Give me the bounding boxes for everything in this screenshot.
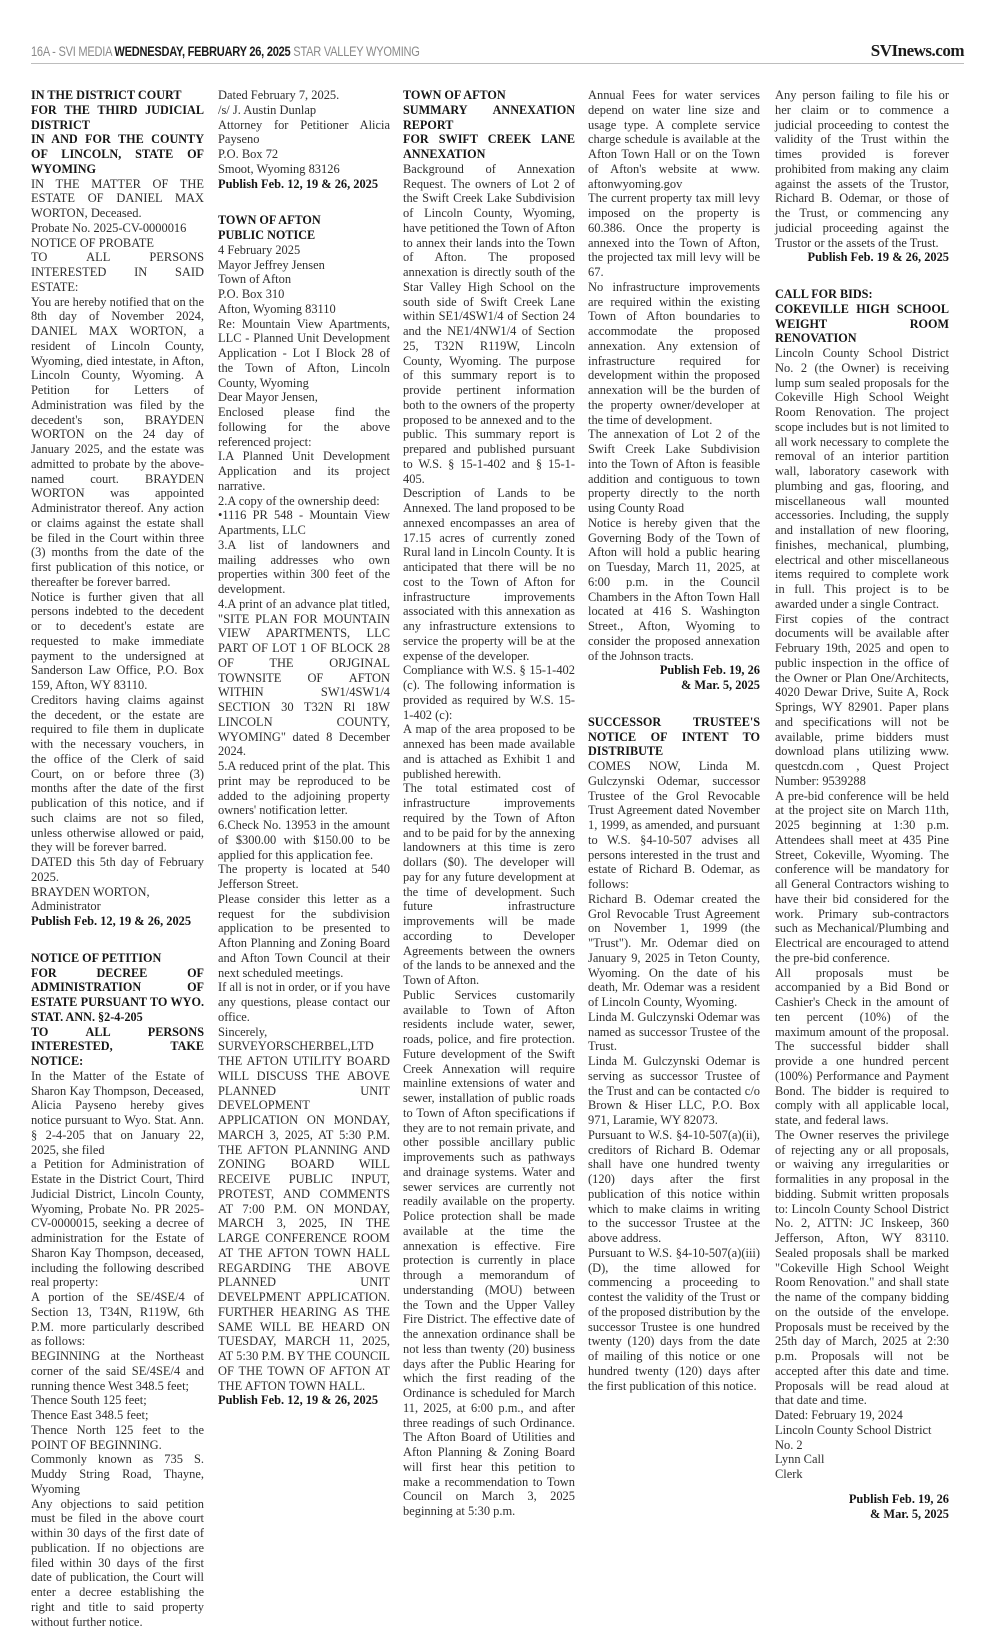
notice-paragraph: Background of Annexation Request. The owners of Lot 2 of the Swift Creek Lake Subdivision of Lincoln County, Wyoming, have petitioned the Town of Afton to annex their lands into the Town of Afton. The proposed annexation is directly south of the Star Valley High School on the south side of Swift Creek Lane within SE1/4SW1/4 of Section 24 and the NE1/4NW1/4 of Section 25, T32N R119W, Lincoln County, Wyoming. The purpose of this summary report is to provide pertinent information both to the owners of the property proposed to be annexed and to the public. This summary report is prepared and published pursuant to W.S. § 15-1-402 and § 15-1-405. — [403, 162, 575, 487]
notice-heading: SUCCESSOR TRUSTEE'S NOTICE OF INTENT TO DISTRIBUTE — [588, 715, 760, 759]
notice-heading: IN AND FOR THE COUNTY OF LINCOLN, STATE OF WYOMING — [31, 132, 204, 176]
notice-heading: PUBLIC NOTICE — [218, 228, 390, 243]
notice-paragraph: /s/ J. Austin Dunlap — [218, 103, 390, 118]
notice-paragraph: a Petition for Administration of Estate in the District Court, Third Judicial District, Lincoln County, Wyoming, Probate No. PR 2025-CV-0000015, seeking a decree of administration for the Estate of Sharon Kay Thompson, deceased, including the following described real property: — [31, 1157, 204, 1290]
notice-paragraph: Commonly known as 735 S. Muddy String Road, Thayne, Wyoming — [31, 1452, 204, 1496]
masthead — [31, 41, 964, 64]
notice-heading: FOR THE THIRD JUDICIAL DISTRICT — [31, 103, 204, 133]
notice-paragraph: Description of Lands to be Annexed. The land proposed to be annexed encompasses an area of 17.15 acres of currently zoned Rural land in Lincoln County. It is anticipated that there will be no cost to the Town of Afton for infrastructure improvements associated with this annexation as any infrastructure extensions to service the property will be at the expense of the developer. — [403, 486, 575, 663]
notice-paragraph: The annexation of Lot 2 of the Swift Creek Lake Subdivision into the Town of Afton is feasible addition and contiguous to town property directly to the north using County Road — [588, 427, 760, 516]
notice-paragraph: Enclosed please find the following for the above referenced project: — [218, 405, 390, 449]
notice-heading: CALL FOR BIDS: — [775, 287, 949, 302]
notice-paragraph: SURVEYORSCHERBEL,LTD — [218, 1039, 390, 1054]
notice-paragraph: You are hereby notified that on the 8th day of November 2024, DANIEL MAX WORTON, a resident of Lincoln County, Wyoming, died intestate, in Afton, Lincoln County, Wyoming. A Petition for Letters of Administration was filed by the decedent's son, BRAYDEN WORTON on the 24 day of January 2025, and the estate was admitted to probate by the above- named court. BRAYDEN WORTON was appointed Administrator thereof. Any action or claims against the estate shall be filed in the Court within three (3) months from the date of the first publication of this notice, or thereafter be forever barred. — [31, 295, 204, 590]
notice-paragraph: Public Services customarily available to Town of Afton residents include water, sewer, roads, police, and fire protection. Future development of the Swift Creek Annexation will require mainline extensions of water and sewer, installation of public roads to Town of Afton specifications if they are to not remain private, and other possible ancillary public improvements such as pathways and drainage systems. Water and sewer services are currently not readily available on the property. Police protection shall be made available at the time the annexation is effective. Fire protection is currently in place through a memorandum of understanding (MOU) between the Town and the Upper Valley Fire District. The effective date of the annexation ordinance shall be not less than twenty (20) business days after the Public Hearing for which the first reading of the Ordinance is scheduled for March 11, 2025, at 6:00 p.m., and after three readings of such Ordinance. The Afton Board of Utilities and Afton Planning & Zoning Board will first hear this petition to make a recommendation to Town Council on March 3, 2025 beginning at 5:30 p.m. — [403, 988, 575, 1519]
column-2 — [218, 88, 390, 1408]
notice-heading: SUMMARY ANNEXATION REPORT — [403, 103, 575, 133]
notice-paragraph: Probate No. 2025-CV-0000016 — [31, 221, 204, 236]
notice-paragraph: •1116 PR 548 - Mountain View Apartments, LLC — [218, 508, 390, 538]
publish-dates: Publish Feb. 19, 26 — [775, 1492, 949, 1507]
notice-paragraph: Dated: February 19, 2024 — [775, 1408, 949, 1423]
notice-paragraph: COMES NOW, Linda M. Gulczynski Odemar, successor Trustee of the Grol Revocable Trust Agreement dated November 1, 1999, as amended, and pursuant to W.S. §4-10-507 advises all persons interested in the trust and estate of Richard B. Odemar, as follows: — [588, 759, 760, 892]
notice-paragraph: Annual Fees for water services depend on water line size and usage type. A complete service charge schedule is available at the Afton Town Hall or on the Town of Afton's website at www. aftonwyoming.gov — [588, 88, 760, 191]
column-4 — [588, 88, 760, 1393]
issue-date: WEDNESDAY, FEBRUARY 26, 2025 — [114, 44, 290, 59]
notice-paragraph: TO ALL PERSONS INTERESTED IN SAID ESTATE: — [31, 250, 204, 294]
notice-heading: FOR SWIFT CREEK LANE ANNEXATION — [403, 132, 575, 162]
notice-paragraph: 4.A print of an advance plat titled, "SITE PLAN FOR MOUNTAIN VIEW APARTMENTS, LLC PART OF LOT 1 OF BLOCK 28 OF THE ORJGINAL TOWNSITE OF AFTON WITHIN SW1/4SW1/4 SECTION 30 T32N Rl 18W LINCOLN COUNTY, WYOMING" dated 8 December 2024. — [218, 597, 390, 759]
notice-paragraph: A map of the area proposed to be annexed has been made available and is attached as Exhibit 1 and published herewith. — [403, 722, 575, 781]
notice-call-for-bids — [775, 287, 949, 1521]
notice-paragraph: Any objections to said petition must be filed in the above court within 30 days of the first date of publication. If no objections are filed within 30 days of the first date of publication, the Court will enter a decree establishing the right and title to said property without further notice. — [31, 1497, 204, 1629]
column-5 — [775, 88, 949, 1521]
notice-paragraph: If all is not in order, or if you have any questions, please contact our office. — [218, 980, 390, 1024]
notice-signature: Administrator — [31, 899, 204, 914]
notice-paragraph: Attorney for Petitioner Alicia Payseno — [218, 118, 390, 148]
notice-paragraph: Pursuant to W.S. §4-10-507(a)(ii), creditors of Richard B. Odemar shall have one hundred twenty (120) days after the first publication of this notice within which to make claims in writing to the successor Trustee at the above address. — [588, 1128, 760, 1246]
notice-paragraph: Lincoln County School District No. 2 — [775, 1423, 949, 1453]
notice-paragraph: I.A Planned Unit Development Application and its project narrative. — [218, 449, 390, 493]
notice-paragraph: P.O. Box 310 — [218, 287, 390, 302]
notice-signature: Lynn Call — [775, 1452, 949, 1467]
notice-paragraph: Dated February 7, 2025. — [218, 88, 390, 103]
notice-paragraph: First copies of the contract documents will be available after February 19th, 2025 and open to public inspection in the office of the Owner or Plan One/Architects, 4020 Dewar Drive, Suite A, Rock Springs, WY 82901. Paper plans and specifications will not be available, prime bidders must download plans utilizing www. questcdn.com , Quest Project Number: 9539288 — [775, 612, 949, 789]
masthead-dateline — [31, 44, 420, 63]
notice-paragraph: A pre-bid conference will be held at the project site on March 11th, 2025 beginning at 1:30 p.m. Attendees shall meet at 435 Pine Street, Cokeville, Wyoming. The conference will be mandatory for all General Contractors wishing to have their bid considered for the work. Primary sub-contractors such as Mechanical/Plumbing and Electrical are encouraged to attend the pre-bid conference. — [775, 789, 949, 966]
notice-paragraph: Thence South 125 feet; — [31, 1393, 204, 1408]
notice-paragraph: Smoot, Wyoming 83126 — [218, 162, 390, 177]
publish-dates: & Mar. 5, 2025 — [775, 1507, 949, 1522]
notice-heading: NOTICE OF PETITION — [31, 951, 204, 966]
notice-paragraph: The current property tax mill levy imposed on the property is 60.386. Once the property is annexed into the Town of Afton, the projected tax mill levy will be 67. — [588, 191, 760, 280]
notice-paragraph: DATED this 5th day of February 2025. — [31, 855, 204, 885]
notice-paragraph: No infrastructure improvements are required within the existing Town of Afton boundaries to accommodate the proposed annexation. Any extension of infrastructure required for development within the proposed annexation will be the burden of the property owner/developer at the time of development. — [588, 280, 760, 428]
notice-paragraph: 2.A copy of the ownership deed: — [218, 494, 390, 509]
notice-successor-trustee — [588, 715, 760, 1394]
notice-afton-public — [218, 213, 390, 1408]
notice-heading: TO ALL PERSONS INTERESTED, TAKE NOTICE: — [31, 1025, 204, 1069]
notice-petition-thompson — [31, 951, 204, 1629]
column-3 — [403, 88, 575, 1519]
notice-signature: Clerk — [775, 1467, 949, 1482]
notice-paragraph: Dear Mayor Jensen, — [218, 390, 390, 405]
notice-paragraph: Richard B. Odemar created the Grol Revocable Trust Agreement on November 1, 1999 (the "Trust"). Mr. Odemar died on January 9, 2025 in Teton County, Wyoming. On the date of his death, Mr. Odemar was a resident of Lincoln County, Wyoming. — [588, 892, 760, 1010]
notice-paragraph: Linda M. Gulczynski Odemar was named as successor Trustee of the Trust. — [588, 1010, 760, 1054]
notice-paragraph: Notice is hereby given that the Governing Body of the Town of Afton will hold a public hearing on Tuesday, March 11, 2025, at 6:00 p.m. in the Council Chambers in the Afton Town Hall located at 416 S. Washington Street., Afton, Wyoming to consider the proposed annexation of the Johnson tracts. — [588, 516, 760, 664]
notice-paragraph: Please consider this letter as a request for the subdivision application to be presented to Afton Planning and Zoning Board and Afton Town Council at their next scheduled meetings. — [218, 892, 390, 981]
notice-signature: BRAYDEN WORTON, — [31, 885, 204, 900]
notice-successor-trustee-continued — [775, 88, 949, 265]
notice-petition-thompson-continued — [218, 88, 390, 191]
notice-paragraph: Creditors having claims against the decedent, or the estate are required to file them in duplicate with the necessary vouchers, in the office of the Clerk of said Court, on or before three (3) months after the date of the first publication of this notice, and if such claims are not so filed, unless otherwise allowed or paid, they will be forever barred. — [31, 693, 204, 855]
notice-paragraph: Mayor Jeffrey Jensen — [218, 258, 390, 273]
notice-heading: IN THE DISTRICT COURT — [31, 88, 204, 103]
notice-paragraph: NOTICE OF PROBATE — [31, 236, 204, 251]
notice-paragraph: A portion of the SE/4SE/4 of Section 13, T34N, R119W, 6th P.M. more particularly described as follows: — [31, 1290, 204, 1349]
publish-dates: Publish Feb. 19, 26 — [588, 663, 760, 678]
column-1 — [31, 88, 204, 1629]
notice-paragraph: Town of Afton — [218, 272, 390, 287]
notice-paragraph: 3.A list of landowners and mailing addresses who own properties within 300 feet of the development. — [218, 538, 390, 597]
notice-paragraph: 4 February 2025 — [218, 243, 390, 258]
notice-paragraph: Any person failing to file his or her claim or to commence a judicial proceeding to contest the validity of the Trust within the times provided is forever prohibited from making any claim against the assets of the Trustor, Richard B. Odemar, or those of the Trust, or commencing any judicial proceeding against the Trustor or the assets of the Trust. — [775, 88, 949, 250]
site-link[interactable]: SVInews.com — [871, 41, 964, 63]
publish-dates: Publish Feb. 12, 19 & 26, 2025 — [218, 177, 390, 192]
region-label: STAR VALLEY WYOMING — [293, 44, 419, 59]
notice-paragraph: P.O. Box 72 — [218, 147, 390, 162]
notice-swift-creek-annexation — [403, 88, 575, 1519]
notice-paragraph: IN THE MATTER OF THE ESTATE OF DANIEL MAX WORTON, Deceased. — [31, 177, 204, 221]
notice-paragraph: Linda M. Gulczynski Odemar is serving as successor Trustee of the Trust and can be contacted c/o Brown & Hiser LLC, P.O. Box 971, Laramie, WY 82073. — [588, 1054, 760, 1128]
notice-paragraph: In the Matter of the Estate of Sharon Kay Thompson, Deceased, Alicia Payseno hereby gives notice pursuant to Wyo. Stat. Ann. § 2-4-205 that on January 22, 2025, she filed — [31, 1069, 204, 1158]
notice-paragraph: Lincoln County School District No. 2 (the Owner) is receiving lump sum sealed proposals for the Cokeville High School Weight Room Renovation. The project scope includes but is not limited to all work necessary to complete the removal of an interior partition wall, laboratory casework with plumbing and gas, flooring, and miscellaneous wall mounted accessories. Including, the supply and installation of new flooring, finishes, mechanical, plumbing, electrical and other miscellaneous items required to complete work in full. This project is to be awarded under a single Contract. — [775, 346, 949, 612]
publish-dates: Publish Feb. 19 & 26, 2025 — [775, 250, 949, 265]
publish-dates: Publish Feb. 12, 19 & 26, 2025 — [31, 914, 204, 929]
notice-paragraph: Re: Mountain View Apartments, LLC - Planned Unit Development Application - Lot I Block 28 of the Town of Afton, Lincoln County, Wyoming — [218, 317, 390, 391]
notice-paragraph: The total estimated cost of infrastructure improvements required by the Town of Afton and to be paid for by the annexing landowners at this time is zero dollars ($0). The developer will pay for any future development at the time of development. Such future infrastructure improvements will be made according to Developer Agreements between the owners of the lands to be annexed and the Town of Afton. — [403, 781, 575, 988]
notice-heading: COKEVILLE HIGH SCHOOL WEIGHT ROOM RENOVATION — [775, 302, 949, 346]
publish-dates: Publish Feb. 12, 19 & 26, 2025 — [218, 1393, 390, 1408]
notice-paragraph: The property is located at 540 Jefferson Street. — [218, 862, 390, 892]
notice-swift-creek-annexation-continued — [588, 88, 760, 693]
notice-paragraph: All proposals must be accompanied by a Bid Bond or Cashier's Check in the amount of ten percent (10%) of the maximum amount of the proposal. The successful bidder shall provide a one hundred percent (100%) Performance and Payment Bond. The bidder is required to comply with all applicable local, state, and federal laws. — [775, 966, 949, 1128]
notice-paragraph: BEGINNING at the Northeast corner of the said SE/4SE/4 and running thence West 348.5 feet; — [31, 1349, 204, 1393]
notice-paragraph: Pursuant to W.S. §4-10-507(a)(iii)(D), the time allowed for commencing a proceeding to contest the validity of the Trust or of the proposed distribution by the successor Trustee is one hundred twenty (120) days from the date of mailing of this notice or one hundred twenty (120) days after the first publication of this notice. — [588, 1246, 760, 1394]
notice-paragraph: Notice is further given that all persons indebted to the decedent or to decedent's estate are requested to make immediate payment to the undersigned at Sanderson Law Office, P.O. Box 159, Afton, WY 83110. — [31, 590, 204, 693]
notice-paragraph: Afton, Wyoming 83110 — [218, 302, 390, 317]
notice-paragraph: Thence East 348.5 feet; — [31, 1408, 204, 1423]
notice-paragraph: 5.A reduced print of the plat. This print may be reproduced to be added to the adjoining property owners' notification letter. — [218, 759, 390, 818]
notice-heading: TOWN OF AFTON — [403, 88, 575, 103]
notice-heading: FOR DECREE OF ADMINISTRATION OF ESTATE PURSUANT TO WYO. STAT. ANN. §2-4-205 — [31, 966, 204, 1025]
notice-paragraph: Compliance with W.S. § 15-1-402 (c). The following information is provided as required by W.S. 15-1-402 (c): — [403, 663, 575, 722]
page-label: 16A - SVI MEDIA — [31, 44, 112, 59]
notice-heading: TOWN OF AFTON — [218, 213, 390, 228]
notice-paragraph: The Owner reserves the privilege of rejecting any or all proposals, or waiving any irregularities or formalities in any proposal in the bidding. Submit written proposals to: Lincoln County School District No. 2, ATTN: JC Inskeep, 360 Jefferson, Afton, WY 83110. Sealed proposals shall be marked "Cokeville High School Weight Room Renovation." and shall state the name of the company bidding on the outside of the envelope. Proposals must be received by the 25th day of March, 2025 at 2:30 p.m. Proposals will not be accepted after this date and time. Proposals will be read aloud at that date and time. — [775, 1128, 949, 1408]
notice-paragraph: Thence North 125 feet to the POINT OF BEGINNING. — [31, 1423, 204, 1453]
notice-paragraph: THE AFTON UTILITY BOARD WILL DISCUSS THE ABOVE PLANNED UNIT DEVELOPMENT APPLICATION ON MONDAY, MARCH 3, 2025, AT 5:30 P.M. THE AFTON PLANNING AND ZONING BOARD WILL RECEIVE PUBLIC INPUT, PROTEST, AND COMMENTS AT 7:00 P.M. ON MONDAY, MARCH 3, 2025, IN THE LARGE CONFERENCE ROOM AT THE AFTON TOWN HALL REGARDING THE ABOVE PLANNED UNIT DEVELPMENT APPLICATION. FURTHER HEARING AS THE SAME WILL BE HEARD ON TUESDAY, MARCH 11, 2025, AT 5:30 P.M. BY THE COUNCIL OF THE TOWN OF AFTON AT THE AFTON TOWN HALL. — [218, 1054, 390, 1393]
publish-dates: & Mar. 5, 2025 — [588, 678, 760, 693]
notice-paragraph: 6.Check No. 13953 in the amount of $300.00 with $150.00 to be applied for this application fee. — [218, 818, 390, 862]
notice-probate-worton — [31, 88, 204, 929]
notice-paragraph: Sincerely, — [218, 1025, 390, 1040]
